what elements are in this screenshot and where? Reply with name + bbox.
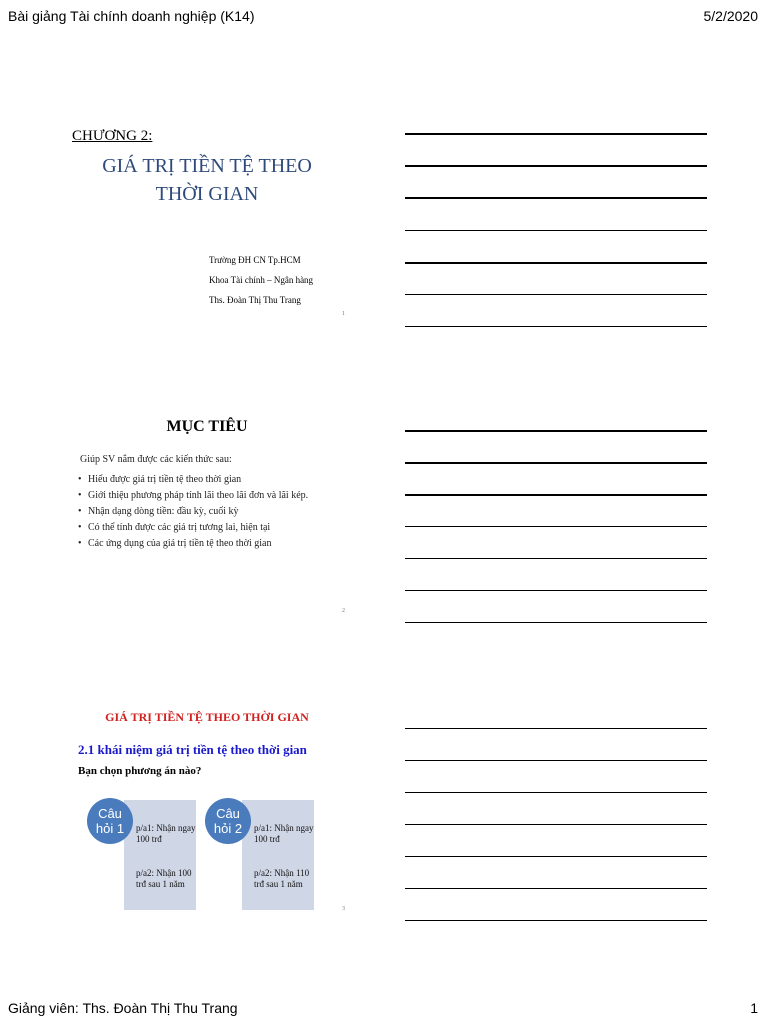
list-item: • Hiểu được giá trị tiền tệ theo thời gian [78,473,348,486]
slide-1 [62,128,352,328]
note-line [405,494,707,496]
chapter-title-line2: THỜI GIAN [155,183,259,205]
list-item: • Giới thiệu phương pháp tính lãi theo lãi đơn và lãi kép. [78,489,348,502]
objectives-list [78,473,348,553]
question-1-option-1: p/a1: Nhận ngay 100 trđ [136,823,196,844]
document-header-date: 5/2/2020 [703,8,758,24]
note-line [405,888,707,889]
objectives-heading: MỤC TIÊU [166,418,248,435]
section-heading: GIÁ TRỊ TIỀN TỆ THEO THỜI GIAN [105,710,309,724]
note-line [405,792,707,793]
list-item: • Các ứng dụng của giá trị tiền tệ theo thời gian [78,537,348,550]
list-item: • Nhận dạng dòng tiền: đầu kỳ, cuối kỳ [78,505,348,518]
slide-page-marker: 2 [342,608,345,614]
section-subheading: 2.1 khái niệm giá trị tiền tệ theo thời gian [78,742,307,757]
note-line [405,824,707,825]
note-line [405,622,707,623]
note-line [405,230,707,231]
note-line [405,197,707,199]
note-line [405,294,707,295]
question-1-badge [87,798,133,844]
note-line [405,133,707,135]
chapter-title [62,152,352,208]
question-2-box [242,800,314,910]
chapter-title-line1: GIÁ TRỊ TIỀN TỆ THEO [102,155,312,177]
question-2-option-1: p/a1: Nhận ngay 100 trđ [254,823,314,844]
note-line [405,526,707,527]
question-1-label-line1: Câu [98,806,122,821]
slide-3 [62,710,352,920]
document-footer-page-number: 1 [750,1000,758,1016]
document-header-title: Bài giảng Tài chính doanh nghiệp (K14) [8,8,255,24]
school-name: Trường ĐH CN Tp.HCM [209,255,301,265]
objectives-intro: Giúp SV nắm được các kiến thức sau: [80,454,232,465]
lecturer-name: Ths. Đoàn Thị Thu Trang [209,295,301,305]
note-line [405,165,707,167]
question-1-label-line2: hỏi 1 [95,821,125,836]
question-2-option-2: p/a2: Nhận 110 trđ sau 1 năm [254,868,310,889]
slide-page-marker: 3 [342,906,345,912]
note-line [405,760,707,761]
note-line [405,430,707,432]
note-line [405,590,707,591]
question-prompt: Bạn chọn phương án nào? [78,765,202,777]
question-1-box [124,800,196,910]
note-line [405,856,707,857]
question-2-label-line1: Câu [216,806,240,821]
note-line [405,462,707,464]
slide-page-marker: 1 [342,311,345,317]
question-1-option-2: p/a2: Nhận 100 trđ sau 1 năm [136,868,192,889]
note-line [405,920,707,921]
note-line [405,262,707,264]
note-line [405,728,707,729]
slide-2 [62,418,352,618]
question-2-label-line2: hỏi 2 [213,821,243,836]
note-line [405,558,707,559]
list-item: • Có thể tính được các giá trị tương lai, hiện tại [78,521,348,534]
document-footer-lecturer: Giảng viên: Ths. Đoàn Thị Thu Trang [8,1000,238,1016]
question-2-badge [205,798,251,844]
faculty-name: Khoa Tài chính – Ngân hàng [209,275,314,285]
note-line [405,326,707,327]
chapter-label: CHƯƠNG 2: [72,128,153,144]
